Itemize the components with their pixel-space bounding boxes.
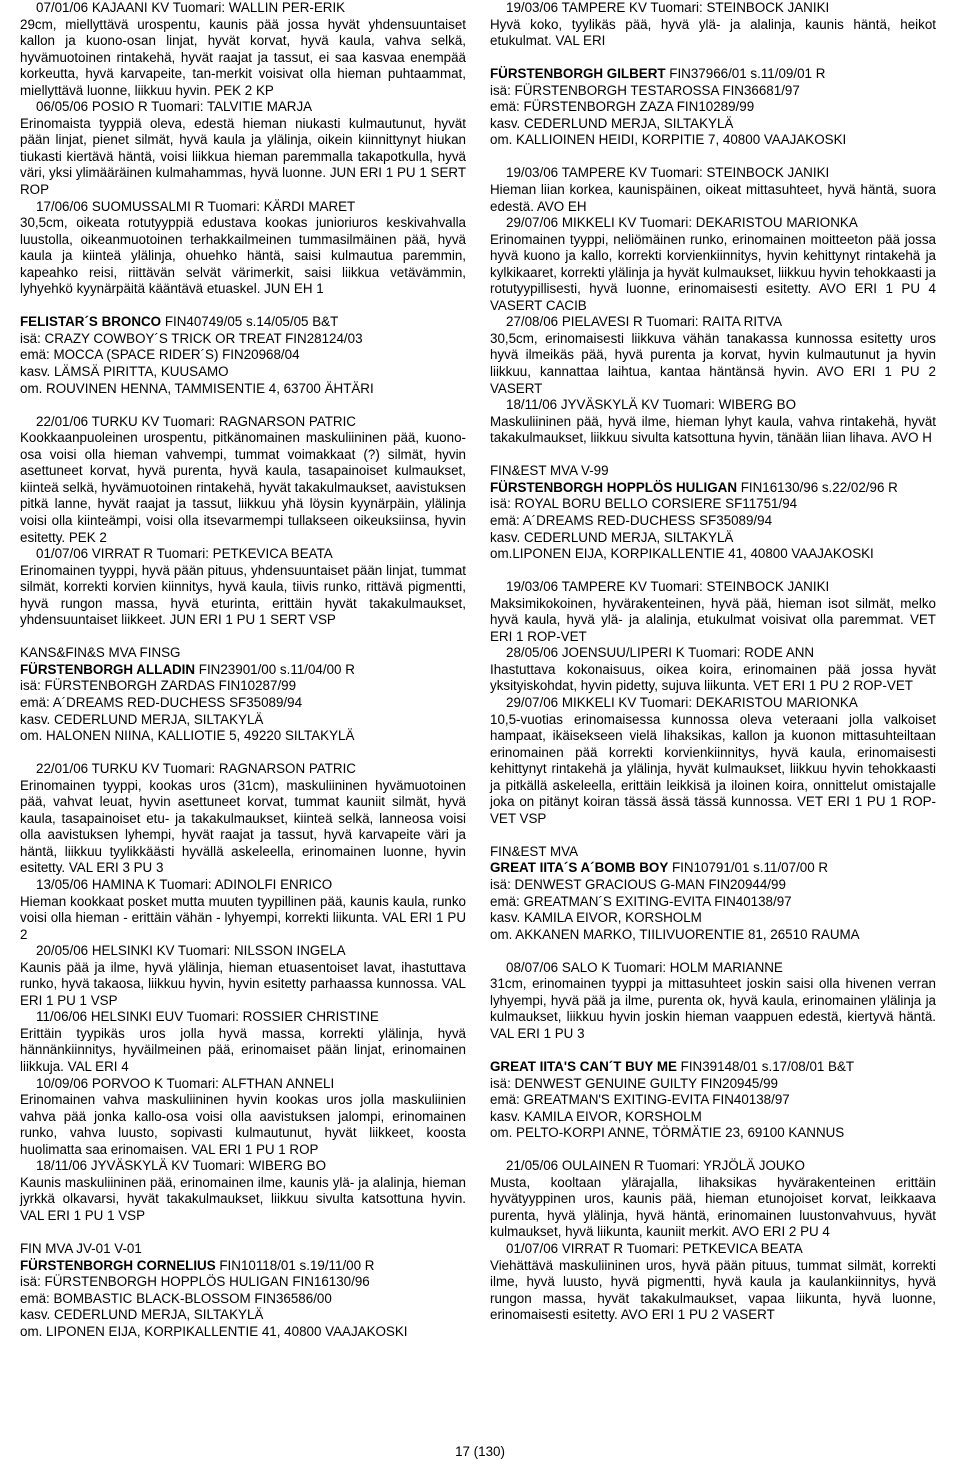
pedigree-line: emä: GREATMAN´S EXITING-EVITA FIN40138/97 [490, 893, 792, 909]
pedigree-line: kasv. KAMILA EIVOR, KORSHOLM [490, 1108, 702, 1124]
dog-name: GREAT IITA´S A´BOMB BOY [490, 860, 669, 876]
pedigree-line: emä: GREATMAN'S EXITING-EVITA FIN40138/97 [490, 1092, 790, 1108]
critique-text: Hieman kookkaat posket mutta muuten tyypillinen pää, kaunis kaula, runko voisi olla hieman - erittäin vähän - lyhyempi, korrekti liikunta. VAL ERI 1 PU 2 [20, 893, 466, 942]
dog-name: FÜRSTENBORGH HOPPLÖS HULIGAN [490, 479, 737, 495]
pedigree-line: isä: CRAZY COWBOY´S TRICK OR TREAT FIN28124/03 [20, 330, 363, 346]
paragraph-gap [490, 149, 936, 166]
paragraph-gap [490, 447, 936, 464]
critique-text: Kookkaanpuoleinen urospentu, pitkänomainen maskuliininen pää, kuono-osa voisi olla hieman vahvempi, tummat voimakkaat (?) silmät, hyvin asettuneet korvat, hyvä purenta, hyvä kaula, tasapainoiset kulmaukset, kiinteä selkä, hyvämuotoinen rintakehä, hyvät takakulmaukset, aavistuksen pitkä lanne, hyvät raajat ja tassut, liikkuu yhä löysin kyynärpäin, ylälinja voisi olla kiinteämpi, voisi olla itsevarmempi tullakseen oikeuksiinsa, hyvin esitetty. PEK 2 [20, 430, 466, 545]
pedigree-line: isä: DENWEST GRACIOUS G-MAN FIN20944/99 [490, 876, 786, 892]
pedigree-line: isä: FÜRSTENBORGH TESTAROSSA FIN36681/97 [490, 82, 800, 98]
pedigree-line: emä: A´DREAMS RED-DUCHESS SF35089/94 [20, 694, 303, 710]
show-result-heading: 13/05/06 HAMINA K Tuomari: ADINOLFI ENRICO [36, 876, 333, 892]
pedigree-line: FIN&EST MVA V-99 [490, 463, 609, 479]
page-number: 17 (130) [455, 1444, 505, 1459]
dog-heading [490, 860, 936, 877]
critique-text: Maksimikokoinen, hyvärakenteinen, hyvä pää, hieman isot silmät, melko hyvä kaula, hyvä ylä- ja alalinja, etukulmat voisivat olla paremmat. VET ERI 1 ROP-VET [490, 595, 936, 644]
pedigree-line: isä: ROYAL BORU BELLO CORSIERE SF11751/94 [490, 496, 798, 512]
paragraph-gap [490, 1042, 936, 1059]
dog-registration: FIN39148/01 s.17/08/01 B&T [676, 1059, 855, 1074]
show-result-heading: 07/01/06 KAJAANI KV Tuomari: WALLIN PER-ERIK [36, 0, 346, 15]
pedigree-line: kasv. CEDERLUND MERJA, SILTAKYLÄ [490, 115, 734, 131]
dog-registration: FIN10118/01 s.19/11/00 R [215, 1257, 375, 1273]
pedigree-line: isä: FÜRSTENBORGH HOPPLÖS HULIGAN FIN16130/96 [20, 1274, 370, 1290]
dog-registration: FIN40749/05 s.14/05/05 B&T [161, 314, 339, 330]
pedigree-line: om.LIPONEN EIJA, KORPIKALLENTIE 41, 40800 VAAJAKOSKI [490, 546, 874, 562]
dog-heading [20, 662, 466, 679]
critique-text: Kaunis maskuliininen pää, erinomainen ilme, kaunis ylä- ja alalinja, hieman jyrkkä olkavarsi, hyvät takakulmaukset, liikkuu sivulta katsottuna hyvin. VAL ERI 1 PU 1 VSP [20, 1174, 466, 1223]
pedigree-line: isä: DENWEST GENUINE GUILTY FIN20945/99 [490, 1075, 778, 1091]
pedigree-line: om. PELTO-KORPI ANNE, TÖRMÄTIE 23, 69100 KANNUS [490, 1125, 845, 1141]
dog-registration: FIN16130/96 s.22/02/96 R [737, 479, 898, 495]
paragraph-gap [20, 298, 466, 315]
critique-text: Musta, kooltaan ylärajalla, lihaksikas hyvärakenteinen erittäin hyvätyyppinen uros, kaunis pää, hieman etunojoiset korvat, leikkaava purenta, hyvä ylälinja, hyvä häntä, erinomainen luustonvahvuus, hyvät kulmaukset, hyvä liikunta, kauniit merkit. AVO ERI 2 PU 4 [490, 1174, 936, 1240]
pedigree-line: emä: MOCCA (SPACE RIDER´S) FIN20968/04 [20, 347, 300, 363]
right-text-column [490, 0, 936, 1324]
show-result-heading: 29/07/06 MIKKELI KV Tuomari: DEKARISTOU MARIONKA [506, 215, 858, 231]
pedigree-line: om. LIPONEN EIJA, KORPIKALLENTIE 41, 40800 VAAJAKOSKI [20, 1323, 408, 1339]
show-result-heading: 11/06/06 HELSINKI EUV Tuomari: ROSSIER CHRISTINE [36, 1009, 379, 1025]
pedigree-line: emä: BOMBASTIC BLACK-BLOSSOM FIN36586/00 [20, 1290, 332, 1306]
dog-registration: FIN10791/01 s.11/07/00 R [668, 860, 829, 876]
show-result-heading: 17/06/06 SUOMUSSALMI R Tuomari: KÄRDI MARET [36, 198, 356, 214]
show-result-heading: 22/01/06 TURKU KV Tuomari: RAGNARSON PATRIC [36, 761, 356, 777]
dog-name: FÜRSTENBORGH ALLADIN [20, 661, 196, 677]
show-result-heading: 18/11/06 JYVÄSKYLÄ KV Tuomari: WIBERG BO [506, 397, 797, 413]
critique-text: Erinomainen vahva maskuliininen hyvin kookas uros jolla maskuliinien vahva pää jonka kallo-osa voisi olla aavistuksen jalompi, erinomainen runko, vahva luusto, sopivasti kulmautunut, hyvät liikkeet, koosta huolimatta saa erinomaisen. VAL ERI 1 PU 1 ROP [20, 1092, 466, 1157]
critique-text: Kaunis pää ja ilme, hyvä ylälinja, hieman etuasentoiset lavat, ihastuttava runko, hyvä takaosa, liikkuu hyvin, hyvin esitetty parhaassa kunnossa. VAL ERI 1 PU 1 VSP [20, 959, 466, 1008]
critique-text: Hieman liian korkea, kaunispäinen, oikeat mittasuhteet, hyvä häntä, suora edestä. AVO EH [490, 182, 936, 214]
show-result-heading: 27/08/06 PIELAVESI R Tuomari: RAITA RITVA [506, 314, 783, 330]
dog-name: FÜRSTENBORGH GILBERT [490, 66, 666, 82]
pedigree-line: om. AKKANEN MARKO, TIILIVUORENTIE 81, 26510 RAUMA [490, 926, 860, 942]
paragraph-gap [20, 1224, 466, 1241]
show-result-heading: 01/07/06 VIRRAT R Tuomari: PETKEVICA BEATA [36, 546, 333, 562]
left-text-column [20, 0, 466, 1340]
show-result-heading: 08/07/06 SALO K Tuomari: HOLM MARIANNE [506, 959, 783, 975]
critique-text: Erittäin tyypikäs uros jolla hyvä massa, korrekti ylälinja, hyvä hännänkiinnitys, hyväilmeinen pää, erinomaiset pään linjat, erinomainen liikkuja. VAL ERI 4 [20, 1025, 466, 1074]
show-result-heading: 19/03/06 TAMPERE KV Tuomari: STEINBOCK JANIKI [506, 165, 830, 181]
critique-text: 29cm, miellyttävä urospentu, kaunis pää jossa hyvät yhdensuuntaiset kallon ja kuono-osan linjat, hyvät korvat, hyvä kaula, vahva selkä, hyvämuotoinen rintakehä, hyvät raajat ja tassut, ei saa kasvaa enempää korkeutta, hyvä karvapeite, tan-merkit voisivat olla hieman puhtaammat, miellyttävä luonne, liikkuu hyvin. PEK 2 KP [20, 16, 466, 98]
critique-text: Erinomainen tyyppi, kookas uros (31cm), maskuliininen hyvämuotoinen pää, vahvat leuat, hyvin asettuneet korvat, tummat kauniit silmät, hyvä kaula, tasapainoiset etu- ja takakulmaukset, kiinteä selkä, lanneosa voisi olla aavistuksen lyhempi, hyvät raajat ja tassut, hyvä karvapeite väri ja häntä, liikkuu tyylikkäästi hyvällä askeleella, erinomainen luonne, hyvin esitetty. VAL ERI 3 PU 3 [20, 777, 466, 876]
show-result-heading: 20/05/06 HELSINKI KV Tuomari: NILSSON INGELA [36, 943, 346, 959]
pedigree-line: emä: FÜRSTENBORGH ZAZA FIN10289/99 [490, 99, 755, 115]
show-result-heading: 10/09/06 PORVOO K Tuomari: ALFTHAN ANNELI [36, 1075, 335, 1091]
pedigree-line: isä: FÜRSTENBORGH ZARDAS FIN10287/99 [20, 678, 297, 694]
critique-text: 30,5cm, oikeata rotutyyppiä edustava kookas junioriuros keskivahvalla luustolla, oikeanmuotoinen terhakkailmeinen tummasilmäinen pää, hyvä kaula ja kiinteä ylälinja, ohuehko häntä, saisi kulmautua paremmin, kapeahko reisi, riittävän selvät värimerkit, saisi liikkua vetävämmin, lyhyehkö kyynärpäitä kääntävä etuaskel. JUN EH 1 [20, 215, 466, 297]
paragraph-gap [490, 1142, 936, 1159]
critique-text: 10,5-vuotias erinomaisessa kunnossa oleva veteraani jolla valkoiset hampaat, ikäisekseen vielä lihaksikas, kallon ja kuonon mittasuhteiltaan erinomainen pää korrekti korvienkiinnitys, hyvä kaula, erinomaisesti kehittynyt rintakehä ja ylälinja, hyvät kulmaukset, liikkuu hyvin tehokkaasti ja pitkällä askeleella, erittäin leikkisä ja iloinen koira, onnittelut omistajalle joka on pitänyt koiran tässä ässä tässä kunnossa. VET ERI 1 PU 1 ROP-VET VSP [490, 711, 936, 826]
pedigree-line: om. KALLIOINEN HEIDI, KORPITIE 7, 40800 VAAJAKOSKI [490, 132, 847, 148]
paragraph-gap [20, 629, 466, 646]
paragraph-gap [490, 943, 936, 960]
critique-text: Erinomaista tyyppiä oleva, edestä hieman niukasti kulmautunut, hyvät pään linjat, pienet silmät, hyvä kaula ja ylälinja, oikein kiinnittynyt hiukan tiukasti kiertävä häntä, voisi liikkua hieman paremmalla takapotkulla, hyvä väri, yksi ylimääräinen kulmahammas, hyvä luonne. JUN ERI 1 PU 1 SERT ROP [20, 115, 466, 198]
dog-heading [490, 480, 936, 497]
pedigree-line: om. ROUVINEN HENNA, TAMMISENTIE 4, 63700 ÄHTÄRI [20, 380, 374, 396]
pedigree-line: om. HALONEN NIINA, KALLIOTIE 5, 49220 SILTAKYLÄ [20, 728, 355, 744]
show-result-heading: 06/05/06 POSIO R Tuomari: TALVITIE MARJA [36, 99, 313, 115]
pedigree-line: kasv. CEDERLUND MERJA, SILTAKYLÄ [20, 1307, 264, 1323]
show-result-heading: 01/07/06 VIRRAT R Tuomari: PETKEVICA BEATA [506, 1241, 803, 1257]
show-result-heading: 19/03/06 TAMPERE KV Tuomari: STEINBOCK JANIKI [506, 0, 830, 15]
pedigree-line: KANS&FIN&S MVA FINSG [20, 645, 181, 661]
critique-text: Hyvä koko, tyylikäs pää, hyvä ylä- ja alalinja, kaunis häntä, heikot etukulmat. VAL ERI [490, 16, 936, 49]
dog-heading [20, 1258, 466, 1275]
dog-name: FELISTAR´S BRONCO [20, 314, 162, 330]
dog-name: FÜRSTENBORGH CORNELIUS [20, 1257, 216, 1273]
critique-text: 31cm, erinomainen tyyppi ja mittasuhteet joskin saisi olla hivenen verran lyhyempi, hyvä pää ja ilme, purenta ok, hyvä kaula, erinomainen ylälinja ja kulmaukset, liikkuu hyvin joskin hieman vaappuen edestä, kiertyvä häntä. VAL ERI 1 PU 3 [490, 976, 936, 1041]
pedigree-line: kasv. CEDERLUND MERJA, SILTAKYLÄ [20, 711, 264, 727]
paragraph-gap [490, 563, 936, 580]
show-result-heading: 29/07/06 MIKKELI KV Tuomari: DEKARISTOU MARIONKA [506, 694, 858, 710]
dog-registration: FIN23901/00 s.11/04/00 R [195, 661, 355, 677]
pedigree-line: kasv. LÄMSÄ PIRITTA, KUUSAMO [20, 364, 229, 380]
critique-text: Erinomainen tyyppi, hyvä pään pituus, yhdensuuntaiset pään linjat, tummat silmät, korrekti korvien kiinnitys, hyvä kaula, tiivis runko, rittävä pigmentti, hyvä rungon massa, hyvä eturinta, erittäin hyvät takakulmaukset, yhdensuuntaiset liikkeet. JUN ERI 1 PU 1 SERT VSP [20, 562, 466, 628]
pedigree-line: FIN&EST MVA [490, 843, 579, 859]
critique-text: Erinomainen tyyppi, neliömäinen runko, erinomainen moitteeton pää jossa hyvä kuono ja kallo, korrekti korvienkiinnitys, hyvin kehittynyt rintakehä ja kylkikaaret, korrekti ylälinja ja hyvät kulmaukset, liikkuu hyvin tehokkaasti ja rotutyypillisesti, hyvä luonne, erinomaisesti esitetty. AVO ERI 1 PU 4 VASERT CACIB [490, 231, 936, 313]
paragraph-gap [490, 50, 936, 67]
show-result-heading: 21/05/06 OULAINEN R Tuomari: YRJÖLÄ JOUKO [506, 1158, 805, 1174]
critique-text: 30,5cm, erinomaisesti liikkuva vähän tanakassa kunnossa esitetty uros hyvä ilmeikäs pää, hyvä purenta ja korvat, hyvin kulmautunut ja hyvin liikkuu, kannattaa laihtua, kantaa häntänsä hyvin. AVO ERI 1 PU 2 VASERT [490, 330, 936, 396]
paragraph-gap [20, 397, 466, 414]
dog-name: GREAT IITA'S CAN´T BUY ME [490, 1059, 677, 1074]
pedigree-line: FIN MVA JV-01 V-01 [20, 1241, 142, 1257]
show-result-heading: 22/01/06 TURKU KV Tuomari: RAGNARSON PATRIC [36, 413, 356, 429]
paragraph-gap [20, 745, 466, 762]
dog-heading [20, 314, 466, 331]
paragraph-gap [490, 827, 936, 844]
dog-heading [490, 66, 936, 83]
show-result-heading: 19/03/06 TAMPERE KV Tuomari: STEINBOCK JANIKI [506, 579, 830, 595]
pedigree-line: emä: A´DREAMS RED-DUCHESS SF35089/94 [490, 512, 773, 528]
show-result-heading: 18/11/06 JYVÄSKYLÄ KV Tuomari: WIBERG BO [36, 1158, 327, 1174]
dog-registration: FIN37966/01 s.11/09/01 R [665, 66, 826, 82]
dog-heading [490, 1059, 936, 1076]
pedigree-line: kasv. CEDERLUND MERJA, SILTAKYLÄ [490, 529, 734, 545]
critique-text: Ihastuttava kokonaisuus, oikea koira, erinomainen pää jossa hyvät yksityiskohdat, hyvin pidetty, sujuva liikunta. VET ERI 1 PU 2 ROP-VET [490, 661, 936, 694]
show-result-heading: 28/05/06 JOENSUU/LIPERI K Tuomari: RODE ANN [506, 645, 815, 661]
critique-text: Maskuliininen pää, hyvä ilme, hieman lyhyt kaula, vahva rintakehä, hyvät takakulmaukset, liikkuu sivulta katsottuna hyvin, tänään liian lihava. AVO H [490, 413, 936, 446]
critique-text: Viehättävä maskuliininen uros, hyvä pään pituus, tummat silmät, korrekti ilme, hyvä luusto, hyvä pigmentti, hyvä kaula ja kaulankiinnitys, hyvä rungon massa, hyvät takakulmaukset, vapaa liikunta, hyvä luonne, erinomaisesti esitetty. AVO ERI 1 PU 2 VASERT [490, 1257, 936, 1323]
pedigree-line: kasv. KAMILA EIVOR, KORSHOLM [490, 910, 702, 926]
